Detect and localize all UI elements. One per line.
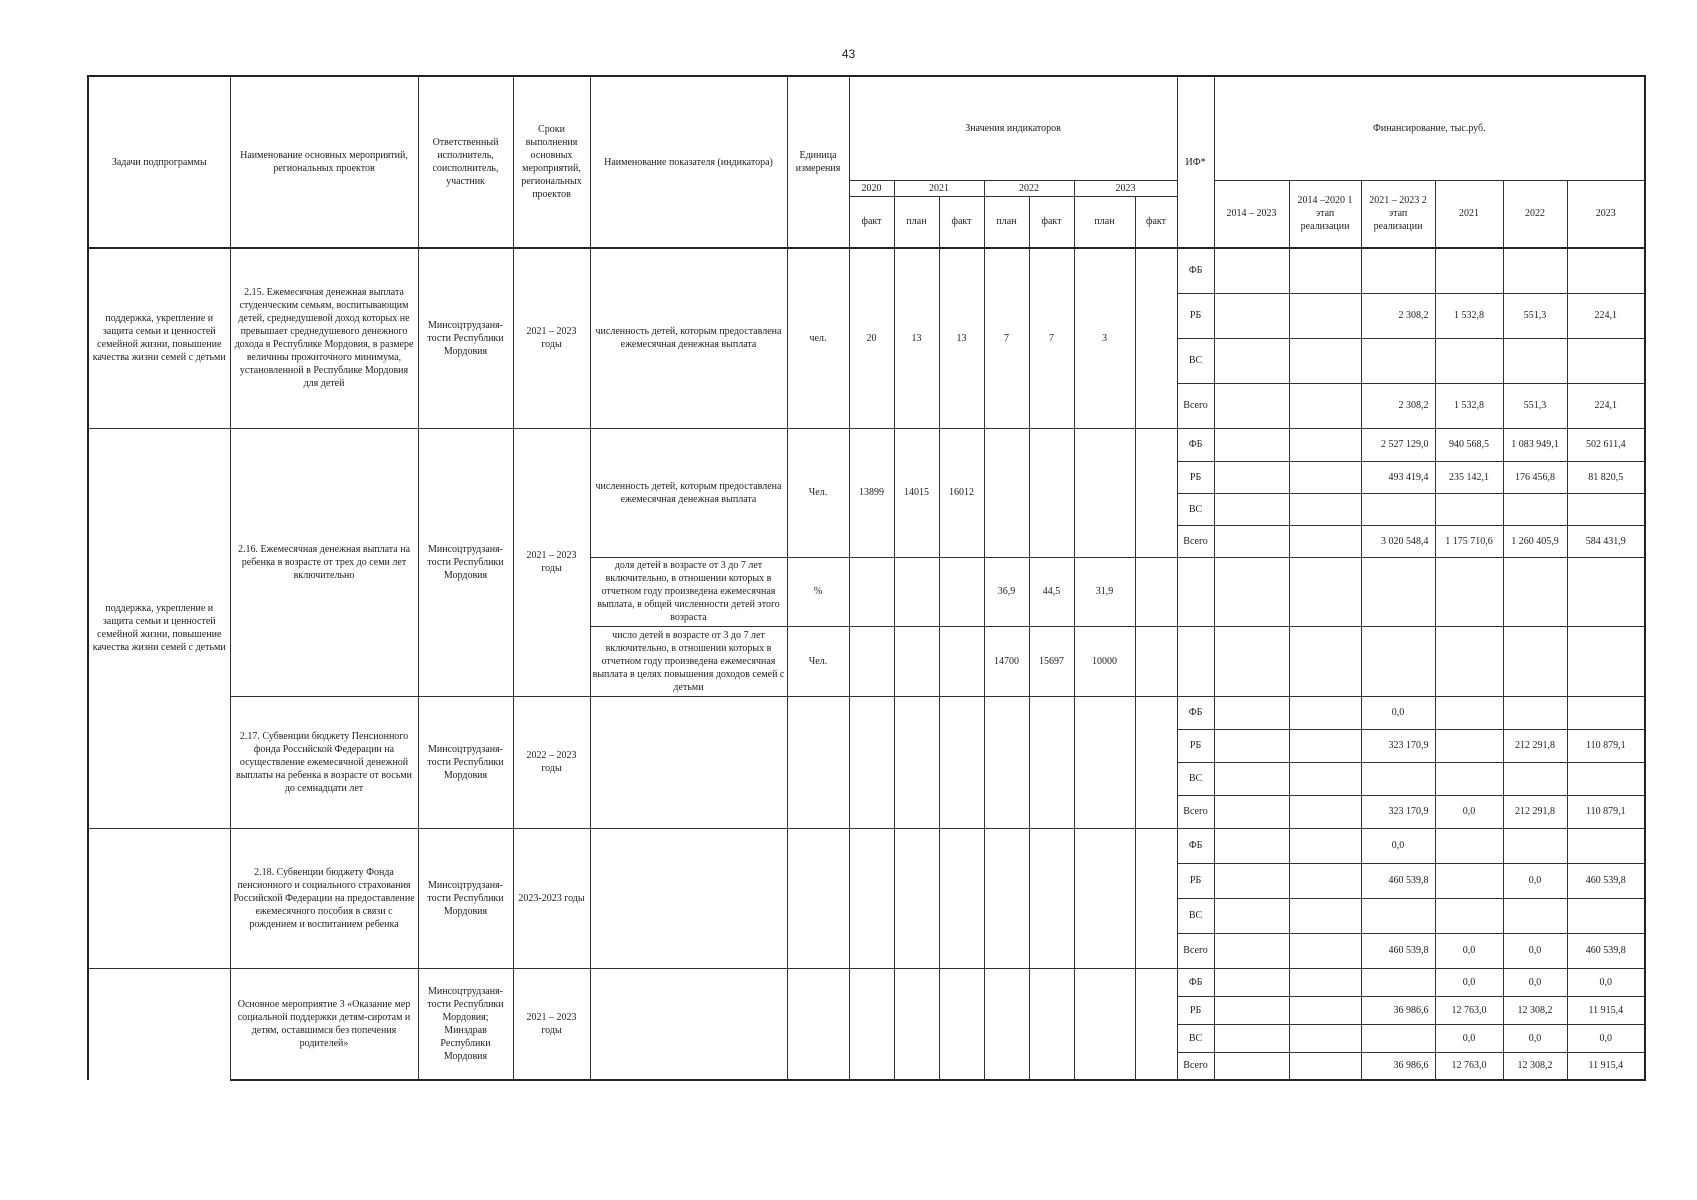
indicator-name: доля детей в возрасте от 3 до 7 лет включительно, в отношении которых в отчетном году произведена ежемесячная выплата, в общей численности детей этого возраста (590, 557, 787, 626)
value-2023-plan: 3 (1074, 248, 1135, 428)
value-2023-fact (1135, 248, 1177, 428)
fin-value: 0,0 (1503, 968, 1567, 996)
value-2021-plan: 14015 (894, 428, 939, 557)
fin-value: 2 527 129,0 (1361, 428, 1435, 461)
fin-value: 940 568,5 (1435, 428, 1503, 461)
fin-value: 212 291,8 (1503, 729, 1567, 762)
fin-value: 460 539,8 (1567, 933, 1645, 968)
fin-value: 1 083 949,1 (1503, 428, 1567, 461)
table-row (88, 696, 1645, 729)
fin-value: 110 879,1 (1567, 729, 1645, 762)
fin-value: 0,0 (1567, 968, 1645, 996)
unit: чел. (787, 248, 849, 428)
source-label: ВС (1177, 898, 1214, 933)
header-indicator-name: Наименование показателя (индикатора) (590, 76, 787, 248)
header-2020-fact: факт (849, 196, 894, 248)
source-label: Всего (1177, 795, 1214, 828)
term: 2021 – 2023 годы (513, 428, 590, 696)
fin-value: 0,0 (1435, 933, 1503, 968)
value-2022-fact: 15697 (1029, 626, 1074, 696)
unit: Чел. (787, 626, 849, 696)
source-label: ФБ (1177, 696, 1214, 729)
fin-value: 0,0 (1435, 795, 1503, 828)
header-2021-plan: план (894, 196, 939, 248)
fin-value: 11 915,4 (1567, 996, 1645, 1024)
header-2022-fact: факт (1029, 196, 1074, 248)
value-2022-plan: 36,9 (984, 557, 1029, 626)
header-fin-2021: 2021 (1435, 180, 1503, 248)
header-unit: Единица измерения (787, 76, 849, 248)
fin-value: 323 170,9 (1361, 729, 1435, 762)
program-table (87, 75, 1646, 1081)
fin-value: 224,1 (1567, 383, 1645, 428)
header-terms: Сроки выполнения основных мероприятий, региональных проектов (513, 76, 590, 248)
value-2023-plan: 10000 (1074, 626, 1135, 696)
fin-value: 0,0 (1567, 1024, 1645, 1052)
header-row-1 (88, 76, 1645, 180)
measure-name: Основное мероприятие 3 «Оказание мер социальной поддержки детям-сиротам и детям, оставшимся без попечения родителей» (230, 968, 418, 1080)
header-fin-2021-2023: 2021 – 2023 2 этап реализации (1361, 180, 1435, 248)
value-2020-fact: 13899 (849, 428, 894, 557)
fin-value: 36 986,6 (1361, 1052, 1435, 1080)
value-2021-fact: 16012 (939, 428, 984, 557)
value-2020-fact: 20 (849, 248, 894, 428)
responsible: Минсоцтрудзаня-тости Республики Мордовия; Минздрав Республики Мордовия (418, 968, 513, 1080)
header-2022-plan: план (984, 196, 1029, 248)
table-row (88, 428, 1645, 461)
header-year-2022: 2022 (984, 180, 1074, 196)
header-fin-2023: 2023 (1567, 180, 1645, 248)
term: 2023-2023 годы (513, 828, 590, 968)
fin-value: 235 142,1 (1435, 461, 1503, 493)
fin-value: 12 763,0 (1435, 1052, 1503, 1080)
source-label: ВС (1177, 762, 1214, 795)
source-label: ФБ (1177, 248, 1214, 293)
source-label: Всего (1177, 525, 1214, 557)
responsible: Минсоцтрудзаня-тости Республики Мордовия (418, 248, 513, 428)
fin-value: 0,0 (1361, 828, 1435, 863)
value-2022-fact: 7 (1029, 248, 1074, 428)
header-2021-fact: факт (939, 196, 984, 248)
fin-value: 12 308,2 (1503, 1052, 1567, 1080)
table-row (88, 828, 1645, 863)
source-label: РБ (1177, 863, 1214, 898)
measure-name: 2.16. Ежемесячная денежная выплата на ребенка в возрасте от трех до семи лет включительно (230, 428, 418, 696)
term: 2021 – 2023 годы (513, 248, 590, 428)
measure-name: 2.17. Субвенции бюджету Пенсионного фонда Российской Федерации на осуществление ежемесячной денежной выплаты на ребенка в возрасте от восьми до семнадцати лет (230, 696, 418, 828)
fin-value: 551,3 (1503, 293, 1567, 338)
fin-value: 460 539,8 (1361, 933, 1435, 968)
value-2022-plan: 7 (984, 248, 1029, 428)
header-fin-2014-2023: 2014 – 2023 (1214, 180, 1289, 248)
value-2021-plan: 13 (894, 248, 939, 428)
value-2023-plan: 31,9 (1074, 557, 1135, 626)
fin-value: 0,0 (1503, 933, 1567, 968)
fin-value: 323 170,9 (1361, 795, 1435, 828)
header-year-2023: 2023 (1074, 180, 1177, 196)
source-label: ФБ (1177, 968, 1214, 996)
measure-name: 2.15. Ежемесячная денежная выплата студенческим семьям, воспитывающим детей, среднедушевой доход которых не превышает среднедушевого денежного дохода в Республике Мордовия, в размере величины прожиточного минимума, установленной в Республике Мордовия для детей (230, 248, 418, 428)
fin-value: 460 539,8 (1361, 863, 1435, 898)
header-2023-fact: факт (1135, 196, 1177, 248)
fin-value: 502 611,4 (1567, 428, 1645, 461)
fin-value: 36 986,6 (1361, 996, 1435, 1024)
header-year-2021: 2021 (894, 180, 984, 196)
fin-value: 1 175 710,6 (1435, 525, 1503, 557)
indicator-name: численность детей, которым предоставлена ежемесячная денежная выплата (590, 248, 787, 428)
source-label: ВС (1177, 1024, 1214, 1052)
header-year-2020: 2020 (849, 180, 894, 196)
fin-value: 12 763,0 (1435, 996, 1503, 1024)
source-label: ВС (1177, 493, 1214, 525)
task-cell: поддержка, укрепление и защита семьи и ценностей семейной жизни, повышение качества жизни семей с детьми (88, 248, 230, 428)
value-2022-plan: 14700 (984, 626, 1029, 696)
header-indicator-values: Значения индикаторов (849, 76, 1177, 180)
page-number: 43 (841, 47, 856, 61)
value-2022-fact: 44,5 (1029, 557, 1074, 626)
header-tasks: Задачи подпрограммы (88, 76, 230, 248)
fin-value: 1 532,8 (1435, 293, 1503, 338)
term: 2022 – 2023 годы (513, 696, 590, 828)
fin-value: 176 456,8 (1503, 461, 1567, 493)
fin-value: 2 308,2 (1361, 383, 1435, 428)
header-fin-2022: 2022 (1503, 180, 1567, 248)
source-label: ФБ (1177, 428, 1214, 461)
value-2021-fact: 13 (939, 248, 984, 428)
fin-value: 493 419,4 (1361, 461, 1435, 493)
fin-value: 0,0 (1435, 968, 1503, 996)
header-measures: Наименование основных мероприятий, региональных проектов (230, 76, 418, 248)
measure-name: 2.18. Субвенции бюджету Фонда пенсионного и социального страхования Российской Федерации на предоставление ежемесячного пособия в связи с рождением и воспитанием ребенка (230, 828, 418, 968)
unit: Чел. (787, 428, 849, 557)
fin-value: 110 879,1 (1567, 795, 1645, 828)
fin-value: 212 291,8 (1503, 795, 1567, 828)
responsible: Минсоцтрудзаня-тости Республики Мордовия (418, 428, 513, 696)
fin-value: 0,0 (1435, 1024, 1503, 1052)
header-financing: Финансирование, тыс.руб. (1214, 76, 1645, 180)
responsible: Минсоцтрудзаня-тости Республики Мордовия (418, 696, 513, 828)
source-label: РБ (1177, 293, 1214, 338)
fin-value: 584 431,9 (1567, 525, 1645, 557)
fin-value: 0,0 (1503, 1024, 1567, 1052)
table-row (88, 248, 1645, 293)
source-label: Всего (1177, 383, 1214, 428)
fin-value: 0,0 (1361, 696, 1435, 729)
task-cell-empty (88, 828, 230, 968)
fin-value: 81 820,5 (1567, 461, 1645, 493)
fin-value: 1 260 405,9 (1503, 525, 1567, 557)
task-cell: поддержка, укрепление и защита семьи и ценностей семейной жизни, повышение качества жизни семей с детьми (88, 428, 230, 828)
header-if: ИФ* (1177, 76, 1214, 248)
source-label: РБ (1177, 996, 1214, 1024)
source-label: ФБ (1177, 828, 1214, 863)
fin-value: 2 308,2 (1361, 293, 1435, 338)
responsible: Минсоцтрудзаня-тости Республики Мордовия (418, 828, 513, 968)
fin-value: 11 915,4 (1567, 1052, 1645, 1080)
header-responsible: Ответственный исполнитель, соисполнитель, участник (418, 76, 513, 248)
source-label: РБ (1177, 729, 1214, 762)
fin-value: 0,0 (1503, 863, 1567, 898)
source-label: ВС (1177, 338, 1214, 383)
table-row (88, 968, 1645, 996)
unit: % (787, 557, 849, 626)
fin-value: 460 539,8 (1567, 863, 1645, 898)
fin-value: 12 308,2 (1503, 996, 1567, 1024)
fin-value: 224,1 (1567, 293, 1645, 338)
indicator-name: число детей в возрасте от 3 до 7 лет включительно, в отношении которых в отчетном году произведена ежемесячная выплата в целях повышения доходов семей с детьми (590, 626, 787, 696)
term: 2021 – 2023 годы (513, 968, 590, 1080)
task-cell-empty (88, 968, 230, 1080)
source-label: Всего (1177, 1052, 1214, 1080)
header-fin-2014-2020: 2014 –2020 1 этап реализации (1289, 180, 1361, 248)
source-label: Всего (1177, 933, 1214, 968)
fin-value: 3 020 548,4 (1361, 525, 1435, 557)
fin-value: 1 532,8 (1435, 383, 1503, 428)
indicator-name: численность детей, которым предоставлена ежемесячная денежная выплата (590, 428, 787, 557)
header-2023-plan: план (1074, 196, 1135, 248)
source-label: РБ (1177, 461, 1214, 493)
fin-value: 551,3 (1503, 383, 1567, 428)
